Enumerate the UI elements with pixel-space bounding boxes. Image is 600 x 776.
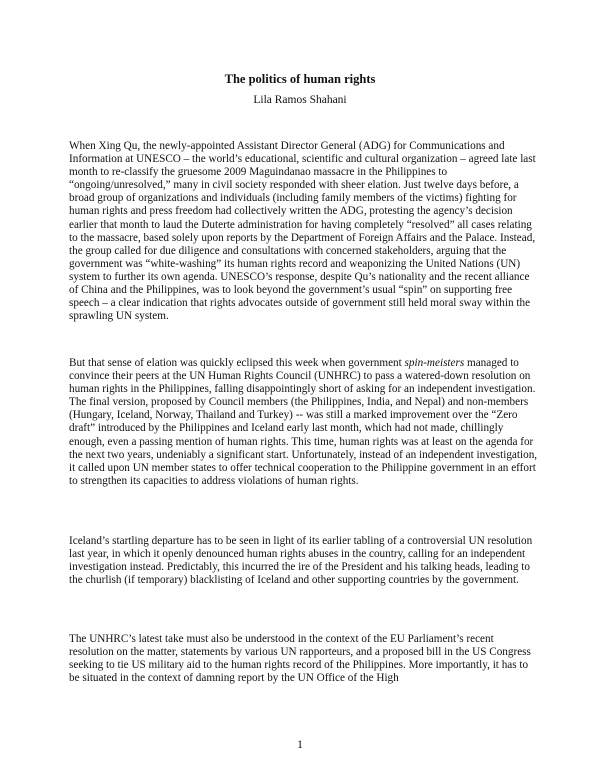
paragraph-2 xyxy=(69,357,539,488)
paragraph-3: Iceland’s startling departure has to be seen in light of its earlier tabling of a controversial UN resolution last year, in which it openly denounced human rights abuses in the country, calling for an independent investigation instead. Predictably, this incurred the ire of the President and his talking heads, leading to the churlish (if temporary) blacklisting of Iceland and other supporting countries by the government. xyxy=(69,535,533,587)
paragraph-4: The UNHRC’s latest take must also be understood in the context of the EU Parliament’s recent resolution on the matter, statements by various UN rapporteurs, and a proposed bill in the US Congress seeking to tie US military aid to the human rights record of the Philippines. More importantly, it has to be situated in the context of damning report by the UN Office of the High xyxy=(69,633,531,685)
paragraph-2-rest: managed to convince their peers at the UN Human Rights Council (UNHRC) to pass a watered-down resolution on human rights in the Philippines, falling disappointingly short of asking for an independent investigation. The final version, proposed by Council members (the Philippines, India, and Nepal) and non-members (Hungary, Iceland, Norway, Thailand and Turkey) -- was still a marked improvement over the “Zero draft” introduced by the Philippines and Iceland early last month, which had not made, chillingly enough, even a passing mention of human rights. This time, human rights was at least on the agenda for the next two years, undeniably a significant start. Unfortunately, instead of an independent investigation, it called upon UN member states to offer technical cooperation to the Philippine government in an effort to strengthen its capacities to address violations of human rights. xyxy=(69,357,538,487)
page-number: 1 xyxy=(297,737,303,751)
document-title: The politics of human rights xyxy=(224,72,376,86)
paragraph-1: When Xing Qu, the newly-appointed Assistant Director General (ADG) for Communications and Information at UNESCO – the world’s educational, scientific and cultural organization – agreed late last month to re-classify the gruesome 2009 Maguindanao massacre in the Philippines to “ongoing/unresolved,” many in civil society responded with sheer elation. Just twelve days before, a broad group of organizations and individuals (including family members of the victims) fighting for human rights and press freedom had collectively written the ADG, protesting the agency’s decision earlier that month to laud the Duterte administration for having completely “resolved” all cases relating to the massacre, based solely upon reports by the Department of Foreign Affairs and the Palace. Instead, the group called for due diligence and consultations with concerned stakeholders, arguing that the government was “white-washing” its human rights record and weaponizing the United Nations (UN) system to further its own agenda. UNESCO’s response, despite Qu’s nationality and the recent alliance of China and the Philippines, was to look beyond the government’s usual “spin” on supporting free speech – a clear indication that rights advocates outside of government still held moral sway within the sprawling UN system. xyxy=(69,140,536,323)
document-author: Lila Ramos Shahani xyxy=(253,94,347,106)
paragraph-2-lead: But that sense of elation was quickly eclipsed this week when government xyxy=(69,357,405,369)
paragraph-2-italic-term: spin-meisters xyxy=(404,357,465,369)
